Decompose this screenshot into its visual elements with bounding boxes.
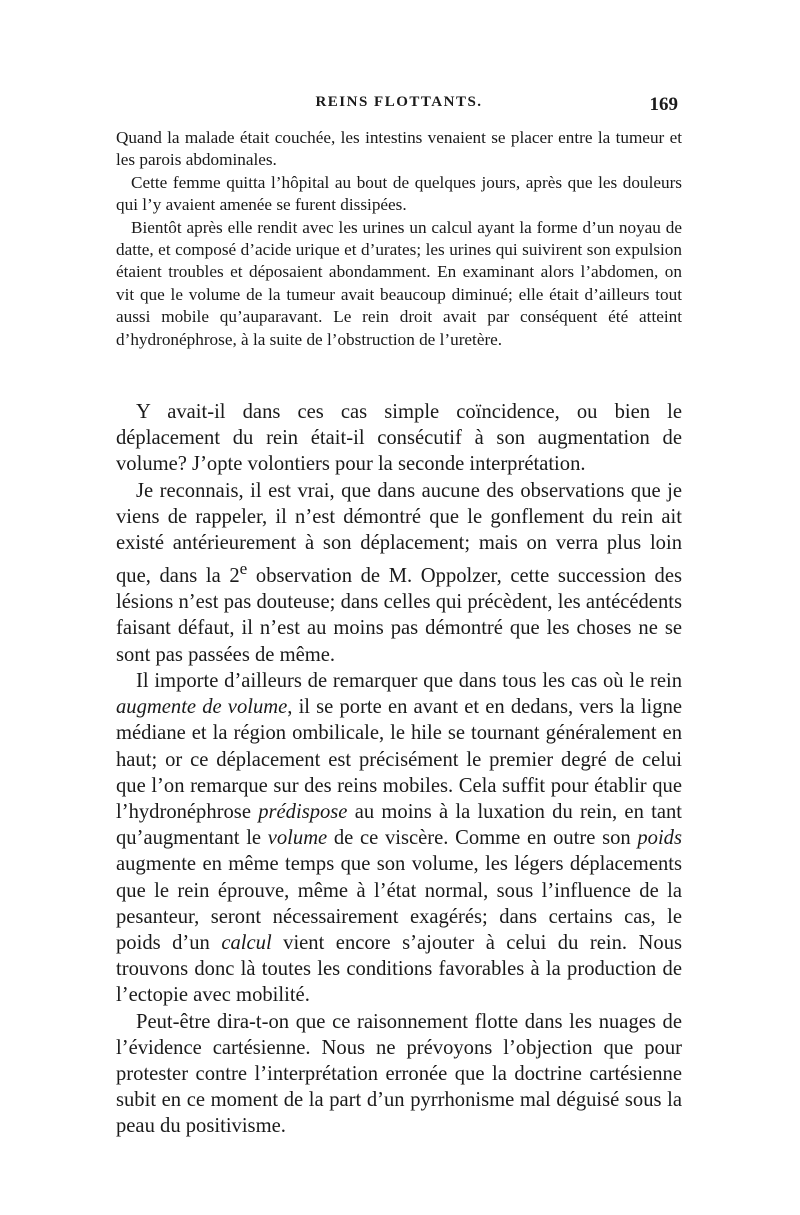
running-head: [118, 94, 680, 118]
ordinal-superscript: e: [239, 559, 248, 579]
text-run: Je reconnais, il est vrai, que dans aucune des observations que je viens de rappeler, il n’est démontré que le gonflement du rein ait existé antérieurement à son déplacement; mais on verra plus loin que, dans la 2: [116, 479, 682, 588]
emphasis: calcul: [221, 931, 272, 954]
page-number: 169: [649, 94, 678, 115]
discussion-paragraph: Y avait-il dans ces cas simple coïncidence, ou bien le déplacement du rein était-il consécutif à son augmentation de volume? J’opte volontiers pour la seconde interprétation.: [116, 401, 682, 476]
emphasis: prédispose: [258, 800, 348, 823]
running-title: REINS FLOTTANTS.: [315, 94, 483, 110]
text-run: observation de M. Oppolzer, cette succession des lésions n’est pas douteuse; dans celles qui précèdent, les antécédents faisant défaut, il n’est au moins pas démontré que les choses ne se sont pas passées de même.: [116, 565, 682, 666]
case-report-block: [116, 127, 682, 351]
emphasis: augmente de volume: [116, 696, 288, 719]
discussion-block: [116, 399, 682, 1140]
text-run: , il se porte en avant et en dedans, vers la ligne médiane et la région ombilicale, le hile se tournant généralement en haut; or ce déplacement est précisément le premier degré de celui que l’on remarque sur des reins mobiles. Cela suffit pour établir que l’hydronéphrose: [116, 696, 683, 823]
text-run: vient encore s’ajouter à celui du rein. Nous trouvons donc là toutes les conditions favorables à la production de l’ectopie avec mobilité.: [116, 931, 683, 1007]
emphasis: volume: [267, 827, 328, 850]
emphasis: poids: [637, 827, 682, 850]
text-run: Il importe d’ailleurs de remarquer que dans tous les cas où le rein: [136, 669, 682, 692]
discussion-paragraph: [116, 478, 682, 668]
case-paragraph: Bientôt après elle rendit avec les urines un calcul ayant la forme d’un noyau de datte, et composé d’acide urique et d’urates; les urines qui suivirent son expulsion étaient troubles et déposaient abondamment. En examinant alors l’abdomen, on vit que le volume de la tumeur avait beaucoup diminué; elle était d’ailleurs tout aussi mobile qu’auparavant. Le rein droit avait par conséquent été atteint d’hydronéphrose, à la suite de l’obstruction de l’uretère.: [116, 217, 682, 349]
text-run: augmente en même temps que son volume, les légers déplacements que le rein éprouve, même à l’état normal, sous l’influence de la pesanteur, seront nécessairement exagérés; dans certains cas, le poids d’un: [116, 853, 682, 954]
text-run: de ce viscère. Comme en outre son: [327, 827, 638, 850]
text-run: au moins à la luxation du rein, en tant qu’augmentant le: [116, 800, 682, 850]
discussion-paragraph: [116, 668, 682, 1009]
case-paragraph: Quand la malade était couchée, les intestins venaient se placer entre la tumeur et les parois abdominales.: [116, 128, 682, 170]
discussion-paragraph: Peut-être dira-t-on que ce raisonnement flotte dans les nuages de l’évidence cartésienne. Nous ne prévoyons l’objection que pour protester contre l’interprétation erronée que la doctrine cartésienne subit en ce moment de la part d’un pyrrhonisme mal déguisé sous la peau du positivisme.: [116, 1010, 682, 1138]
case-paragraph: Cette femme quitta l’hôpital au bout de quelques jours, après que les douleurs qui l’y avaient amenée se furent dissipées.: [116, 172, 682, 215]
